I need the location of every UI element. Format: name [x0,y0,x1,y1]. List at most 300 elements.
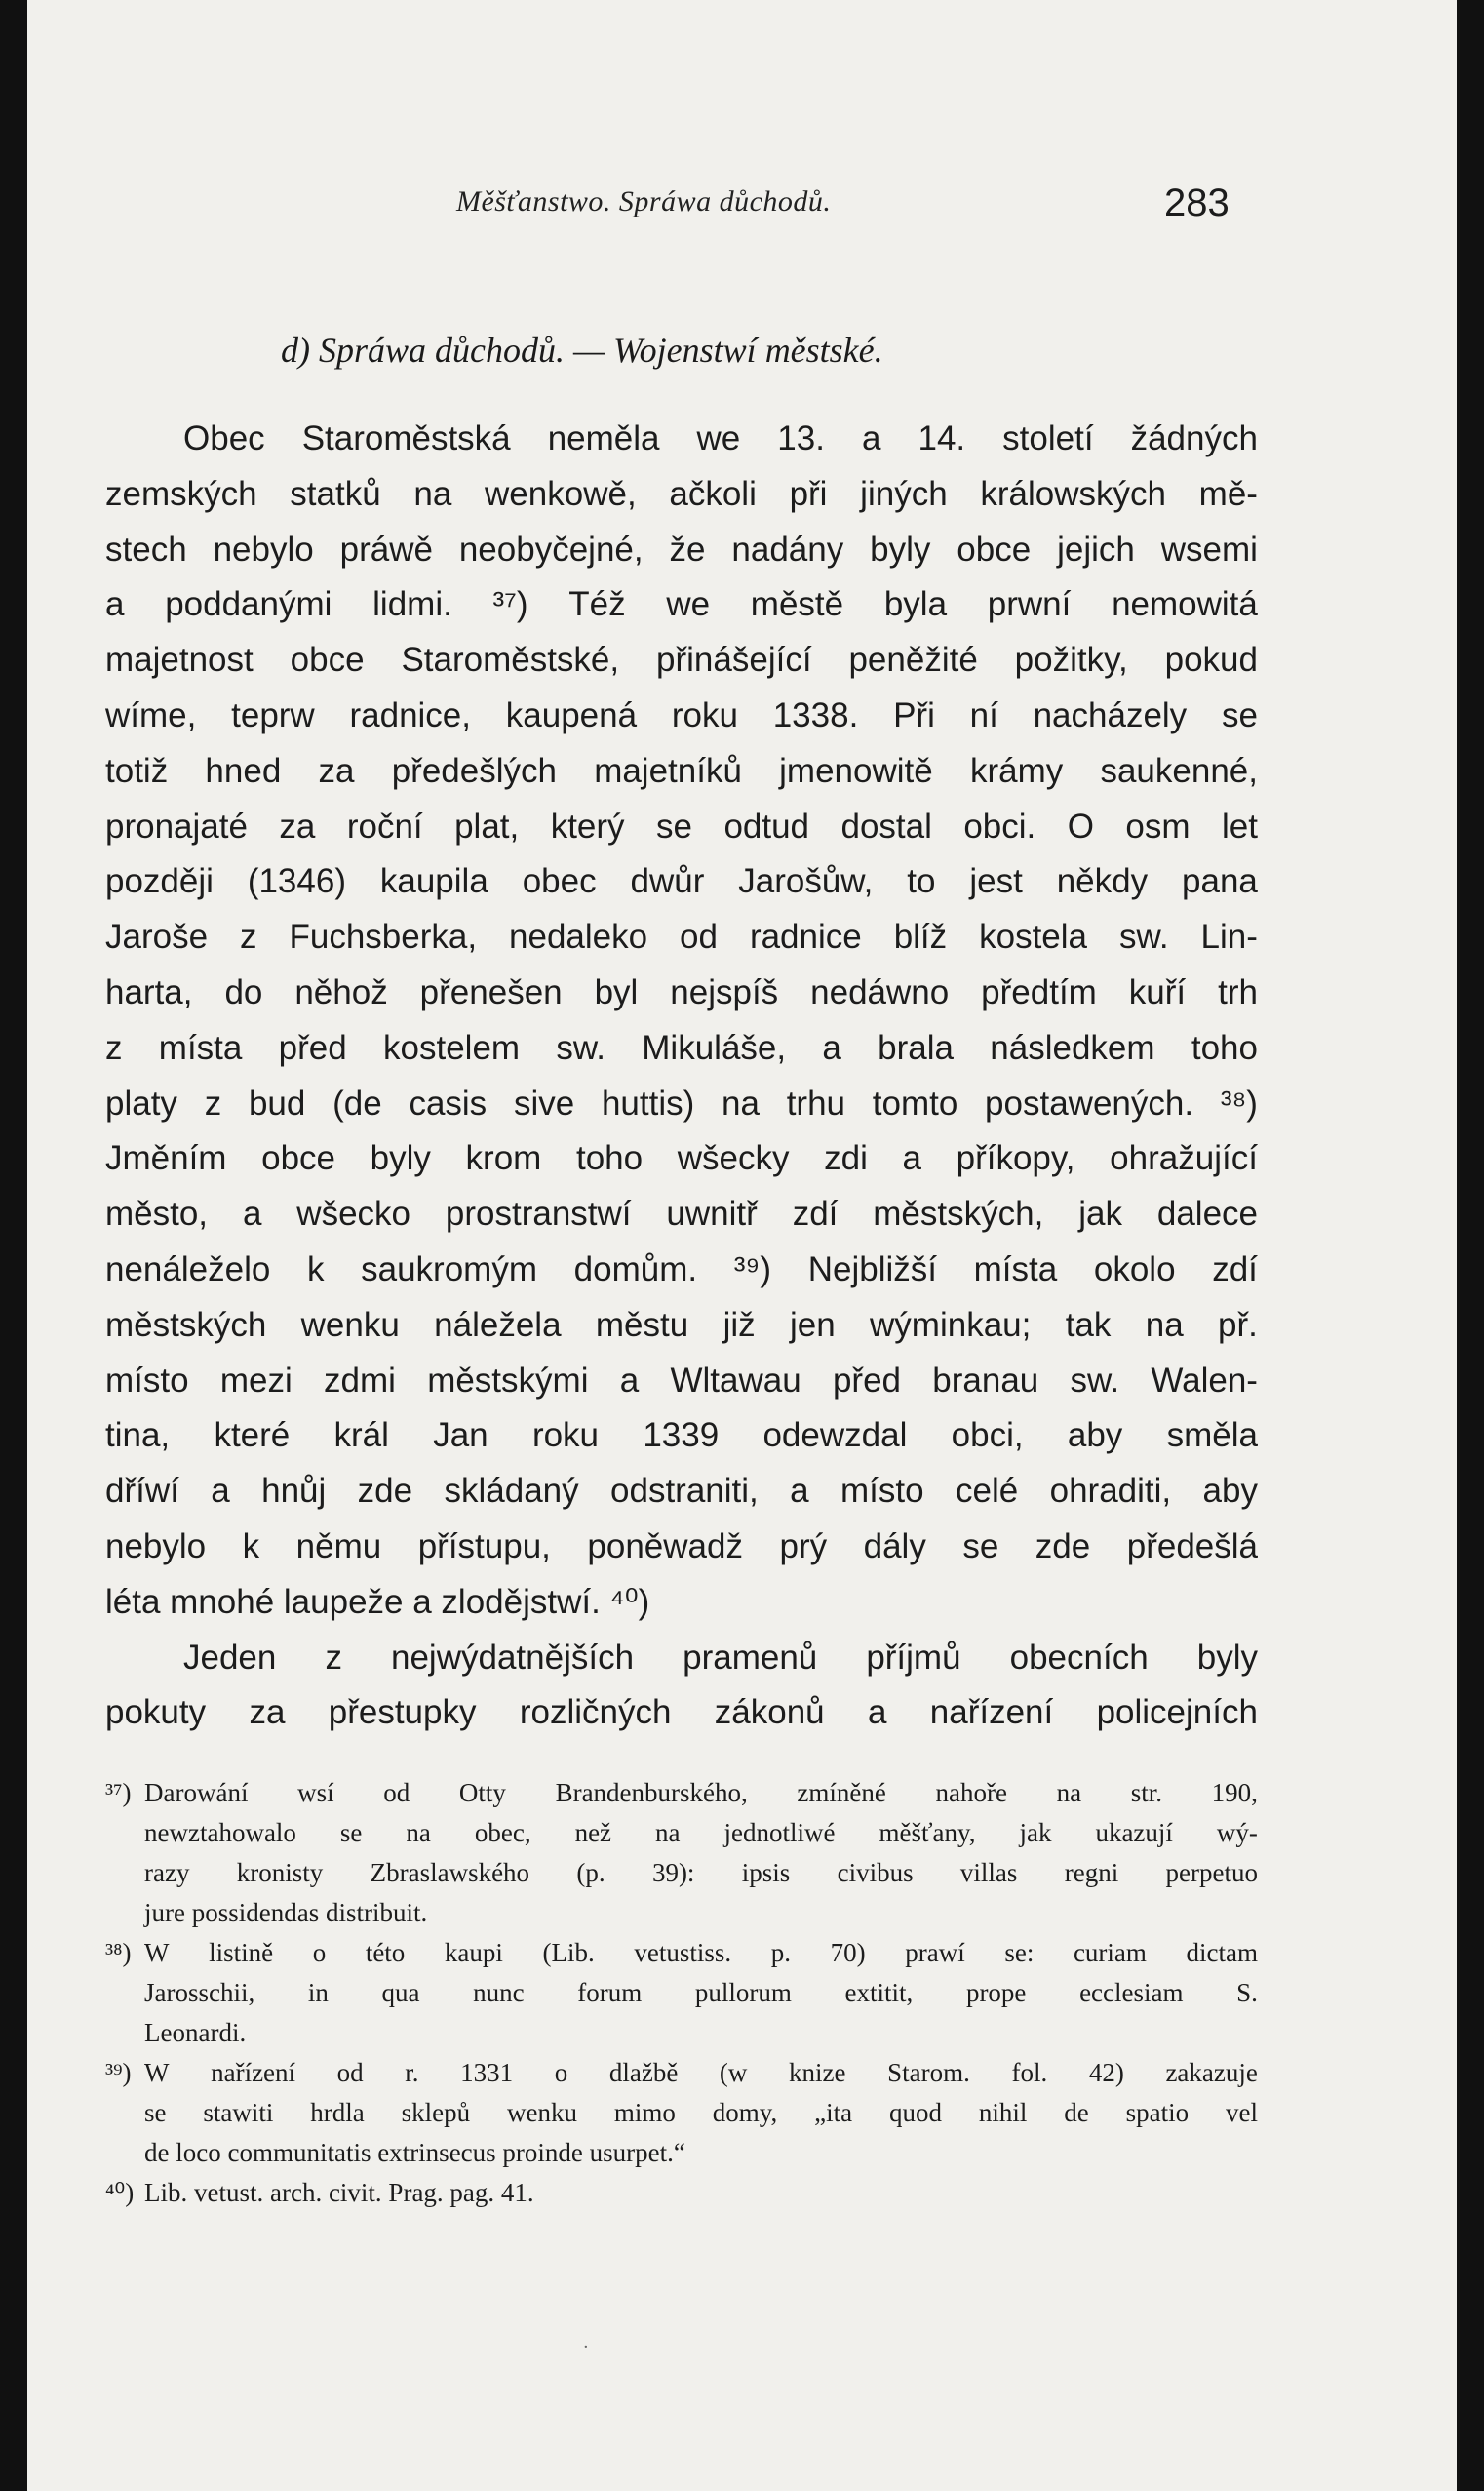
footnote-word: nihil [978,2098,1028,2127]
word: sw. [1118,918,1169,957]
word: harta, [105,972,193,1011]
word: již [722,1305,756,1344]
word: a [861,419,881,457]
word: Při [893,695,935,734]
word: jest [969,862,1023,901]
word: krámy [969,751,1064,790]
word: blíž [893,918,948,957]
word: Staroměstská [301,419,511,457]
word: ³⁷) [492,585,528,624]
footnote-word: nařízení [211,2058,296,2087]
word: nadány [731,530,844,569]
footnote-line [105,2093,1258,2133]
word: byly [370,1139,431,1178]
word: městských [105,1305,267,1344]
footnote-word: jednotliwé [723,1818,836,1847]
footnote-word: forum [577,1978,643,2007]
text-line [105,1408,1258,1464]
word: králowských [980,474,1166,513]
text-line [105,1021,1258,1077]
word: prý [779,1526,828,1565]
word: platy [105,1084,177,1123]
word: náležela [434,1305,562,1344]
word: požitky, [1014,641,1128,680]
text-line [105,1131,1258,1187]
word: jejich [1057,530,1135,569]
word: statků [290,474,381,513]
word: O [1067,807,1094,846]
word: se [962,1526,999,1565]
footnote-word: sklepů [401,2098,471,2127]
scan-edge-right [1457,0,1484,2491]
footnote-word: Darowání [144,1778,249,1807]
word: obci, [951,1416,1024,1455]
footnote-word: zakazuje [1165,2058,1258,2087]
word: we [696,419,741,457]
text-line [105,800,1258,855]
footnote [105,1933,1258,2053]
word: odewzdal [762,1416,908,1455]
footnote-word: dlažbě [608,2058,679,2087]
word: městských, [873,1195,1044,1234]
word: a [242,1195,262,1234]
word: k [306,1249,325,1288]
word: obce [261,1139,336,1178]
footnote-word: jak [1019,1818,1052,1847]
word: z [240,918,257,957]
word: to [907,862,936,901]
word: nařízení [929,1693,1054,1732]
footnote-word: Zbraslawského [370,1858,530,1887]
word: od [680,918,718,957]
footnote-word: domy, [712,2098,778,2127]
text-line [105,1354,1258,1409]
word: postawených. [985,1084,1194,1123]
word: zde [357,1472,413,1511]
footnote-word: měšťany, [879,1818,976,1847]
footnote-word: zmíněné [797,1778,886,1807]
text-line [105,1520,1258,1575]
word: wenkowě, [485,474,637,513]
word: městě [750,585,844,624]
word: byl [594,972,639,1011]
word: skládaný [444,1472,579,1511]
word: Jarošůw, [738,862,874,901]
text-line [105,1077,1258,1132]
word: dály [863,1526,926,1565]
word: Wltawau [670,1361,801,1400]
word: žádných [1130,419,1258,457]
footnote-word: vetustiss. [634,1938,732,1967]
word: plat, [454,807,520,846]
word: totiž [105,751,169,790]
word: obecních [1009,1638,1149,1677]
footnote-word: in [307,1978,329,2007]
word: přestupky [328,1693,477,1732]
footnote-mark: ³⁷) [105,1778,132,1807]
footnote-word: 70) [830,1938,866,1967]
footnote-word: regni [1064,1858,1119,1887]
word: nacházely [1033,695,1188,734]
word: ačkoli [669,474,757,513]
word: wšecko [296,1195,411,1234]
text-line [105,744,1258,800]
footnote-word: perpetuo [1165,1858,1258,1887]
word: předešlá [1126,1526,1258,1565]
text-line [105,1631,1258,1686]
footnote-word: prawí [905,1938,965,1967]
footnote-word: této [365,1938,406,1967]
footnote-word: mimo [613,2098,676,2127]
word: se [1221,695,1258,734]
word: huttis) [601,1084,695,1123]
text-line [105,1464,1258,1520]
text-line [105,467,1258,523]
page-header [27,176,1457,234]
word: wýminkau; [870,1305,1032,1344]
footnote-word: 190, [1211,1778,1258,1807]
footnote-line [105,1773,1258,1813]
footnote-word: newztahowalo [144,1818,296,1847]
word: že [669,530,706,569]
word: přinášející [656,641,812,680]
footnote-line [105,1973,1258,2013]
word: wenku [300,1305,400,1344]
word: nemowitá [1112,585,1258,624]
footnote-word: quod [888,2098,942,2127]
footnote-word: wý- [1216,1818,1258,1847]
word: na [722,1084,760,1123]
word: jen [789,1305,836,1344]
word: wsemi [1160,530,1258,569]
word: se [656,807,692,846]
word: Jměním [105,1139,227,1178]
footnote-word: (Lib. [542,1938,595,1967]
word: práwě [339,530,433,569]
word: před [278,1028,347,1067]
word: za [249,1693,286,1732]
word: Obec [183,419,265,457]
word: poddanými [165,585,332,624]
word: a [902,1139,921,1178]
word: za [279,807,316,846]
footnote-line: de loco communitatis extrinsecus proinde usurpet.“ [144,2138,685,2167]
word: a [619,1361,640,1400]
word: zemských [105,474,257,513]
text-line [105,1685,1258,1741]
footnote-word: kronisty [236,1858,324,1887]
footnote-word: na [1056,1778,1082,1807]
text-line [105,1298,1258,1354]
footnote-word: extitit, [844,1978,914,2007]
word: dostal [840,807,932,846]
word: let [1222,807,1258,846]
footnotes [105,1773,1258,2213]
word: zdi [824,1139,868,1178]
word: nedáwno [810,972,950,1011]
word: ohraditi, [1049,1472,1172,1511]
footnote-word: 42) [1088,2058,1124,2087]
footnote [105,2173,1258,2213]
word: Mikuláše, [642,1028,787,1067]
word: Walen- [1151,1361,1258,1400]
word: nebylo [213,530,314,569]
word: wíme, [105,695,197,734]
word: lidmi. [372,585,452,624]
footnote-word: stawiti [203,2098,274,2127]
word: 13. [777,419,825,457]
footnote-word: qua [381,1978,420,2007]
word: město, [105,1195,209,1234]
text-line [105,523,1258,578]
word: majetnost [105,641,254,680]
footnote-word: curiam [1073,1938,1147,1967]
word: byly [1196,1638,1258,1677]
word: městu [595,1305,689,1344]
text-line [105,966,1258,1021]
word: (1346) [247,862,346,901]
word: sw. [1070,1361,1120,1400]
word: pramenů [683,1638,818,1677]
word: domům. [573,1249,698,1288]
word: nejwýdatnějších [391,1638,635,1677]
word: městskými [427,1361,589,1400]
word: pokuty [105,1693,207,1732]
word: dalece [1156,1195,1258,1234]
word: zdmi [324,1361,396,1400]
footnote-word: pullorum [694,1978,792,2007]
footnote-word: nunc [473,1978,525,2007]
word: tomto [872,1084,958,1123]
word: které [214,1416,291,1455]
footnote-word: kaupi [444,1938,503,1967]
footnote-word: Otty [458,1778,506,1807]
word: kuří [1128,972,1187,1011]
word: a [105,585,125,624]
word: dříwí [105,1472,179,1511]
word: odtud [723,807,810,846]
word: při [789,474,828,513]
footnote-word: od [383,1778,410,1807]
footnote-word: knize [789,2058,846,2087]
footnote-word: wenku [506,2098,577,2127]
running-title: Měšťanstwo. Spráwa důchodů. [456,185,832,217]
word: hned [205,751,282,790]
footnote-mark: ⁴⁰) [105,2178,135,2207]
footnote-word: o [312,1938,327,1967]
word: Nejbližší [807,1249,937,1288]
word: uwnitř [666,1195,758,1234]
word: jmenowitě [779,751,933,790]
footnote-word: se [144,2098,167,2127]
word: casis [409,1084,488,1123]
word: prostranstwí [445,1195,632,1234]
text-line [105,910,1258,966]
footnote-word: W [144,2058,170,2087]
word: saukromým [361,1249,537,1288]
word: radnice [749,918,862,957]
word: př. [1218,1305,1258,1344]
word: místo [105,1361,189,1400]
word: Jeden [183,1638,277,1677]
word: mezi [219,1361,293,1400]
word: neměla [547,419,660,457]
footnote-word: hrdla [310,2098,365,2127]
word: majetníků [594,751,742,790]
word: obci. [963,807,1036,846]
word: tina, [105,1416,171,1455]
footnote-word: r. [405,2058,419,2087]
footnote-word: ukazují [1095,1818,1173,1847]
word: století [1002,419,1094,457]
word: něhož [294,972,388,1011]
word: prwní [987,585,1072,624]
word: 1339 [643,1416,720,1455]
word: později [105,862,214,901]
word: Též [568,585,626,624]
footnote-word: (w [719,2058,748,2087]
word: policejních [1096,1693,1258,1732]
footnote-word: p. [770,1938,792,1967]
word: bud [248,1084,306,1123]
word: pronajaté [105,807,248,846]
word: obec [522,862,597,901]
footnote-word: ipsis [741,1858,791,1887]
footnote-word: se: [1004,1938,1035,1967]
text-line [105,412,1258,467]
footnote-word: ecclesiam [1079,1978,1184,2007]
word: k [242,1526,260,1565]
word: zákonů [714,1693,825,1732]
word: rozličných [519,1693,672,1732]
word: aby [1067,1416,1123,1455]
footnote-word: spatio [1125,2098,1190,2127]
footnote-line: ⁴⁰) Lib. vetust. arch. civit. Prag. pag. 41. [105,2173,1258,2213]
word: nejspíš [670,972,779,1011]
word: a [790,1472,809,1511]
word: nebylo [105,1526,207,1565]
footnote-line [105,1853,1258,1893]
word: odstraniti, [610,1472,759,1511]
footnote-word: obec, [474,1818,531,1847]
word: pana [1182,862,1258,901]
text-line [105,1243,1258,1298]
word: branau [932,1361,1039,1400]
word: roční [346,807,423,846]
word: roku [671,695,738,734]
footnote-word: Starom. [887,2058,970,2087]
word: jak [1078,1195,1122,1234]
text-line [105,633,1258,689]
word: předtím [981,972,1097,1011]
footnote-word: „ita [814,2098,853,2127]
word: směla [1166,1416,1258,1455]
word: místa [973,1249,1058,1288]
section-heading: d) Spráwa důchodů. — Wojenstwí městské. [281,331,883,370]
footnote-word: od [336,2058,364,2087]
word: z [105,1028,123,1067]
word: jiných [860,474,948,513]
word: krom [465,1139,542,1178]
footnote-line: Leonardi. [144,2018,247,2047]
word: a [867,1693,887,1732]
footnote-line: jure possidendas distribuit. [144,1898,428,1927]
word: na [1145,1305,1184,1344]
word: sw. [556,1028,605,1067]
word: za [318,751,355,790]
footnote-word: (p. [576,1858,605,1887]
footnote-word: Jarosschii, [144,1978,255,2007]
footnote-word: 39): [651,1858,695,1887]
text-line: léta mnohé laupeže a zlodějstwí. ⁴⁰) [105,1582,650,1621]
footnote-word: na [406,1818,431,1847]
word: z [325,1638,342,1677]
footnote-word: Brandenburského, [555,1778,748,1807]
footnote-word: o [554,2058,568,2087]
footnote-word: se [339,1818,363,1847]
word: a [822,1028,841,1067]
footnote [105,2053,1258,2173]
footnote-word: listině [209,1938,274,1967]
word: Jan [433,1416,488,1455]
footnote-line [105,2053,1258,2093]
footnote-word: wsí [297,1778,334,1807]
word: pokud [1164,641,1258,680]
word: král [333,1416,389,1455]
footnote-word: de [1064,2098,1089,2127]
word: dwůr [630,862,705,901]
footnote-word: S. [1236,1978,1258,2007]
footnote-word: villas [959,1858,1018,1887]
word: hnůj [261,1472,327,1511]
footnote-word: než [574,1818,612,1847]
footnote-word: fol. [1011,2058,1048,2087]
scan-edge-left [0,0,27,2491]
text-line [105,854,1258,910]
text-line [105,577,1258,633]
word: předešlých [391,751,557,790]
word: mě- [1198,474,1258,513]
word: osm [1125,807,1191,846]
word: před [832,1361,902,1400]
word: někdy [1056,862,1149,901]
footnote-mark: ³⁹) [105,2058,132,2087]
word: na [413,474,452,513]
word: byla [883,585,948,624]
footnote-word: dictam [1186,1938,1258,1967]
text-line [105,1187,1258,1243]
word: Jaroše [105,918,209,957]
word: a [211,1472,230,1511]
footnote-word: vel [1225,2098,1258,2127]
word: přenešen [419,972,563,1011]
word: peněžité [848,641,978,680]
word: 14. [918,419,966,457]
word: Fuchsberka, [289,918,478,957]
word: ohražující [1110,1139,1258,1178]
word: přístupu, [417,1526,551,1565]
word: do [224,972,263,1011]
word: (de [332,1084,382,1123]
word: místa [158,1028,243,1067]
word: stech [105,530,187,569]
word: roku [531,1416,600,1455]
footnote-word: 1331 [460,2058,514,2087]
word: trh [1218,972,1258,1011]
footnote-word: nahoře [935,1778,1007,1807]
word: následkem [990,1028,1155,1067]
word: teprw [231,695,315,734]
